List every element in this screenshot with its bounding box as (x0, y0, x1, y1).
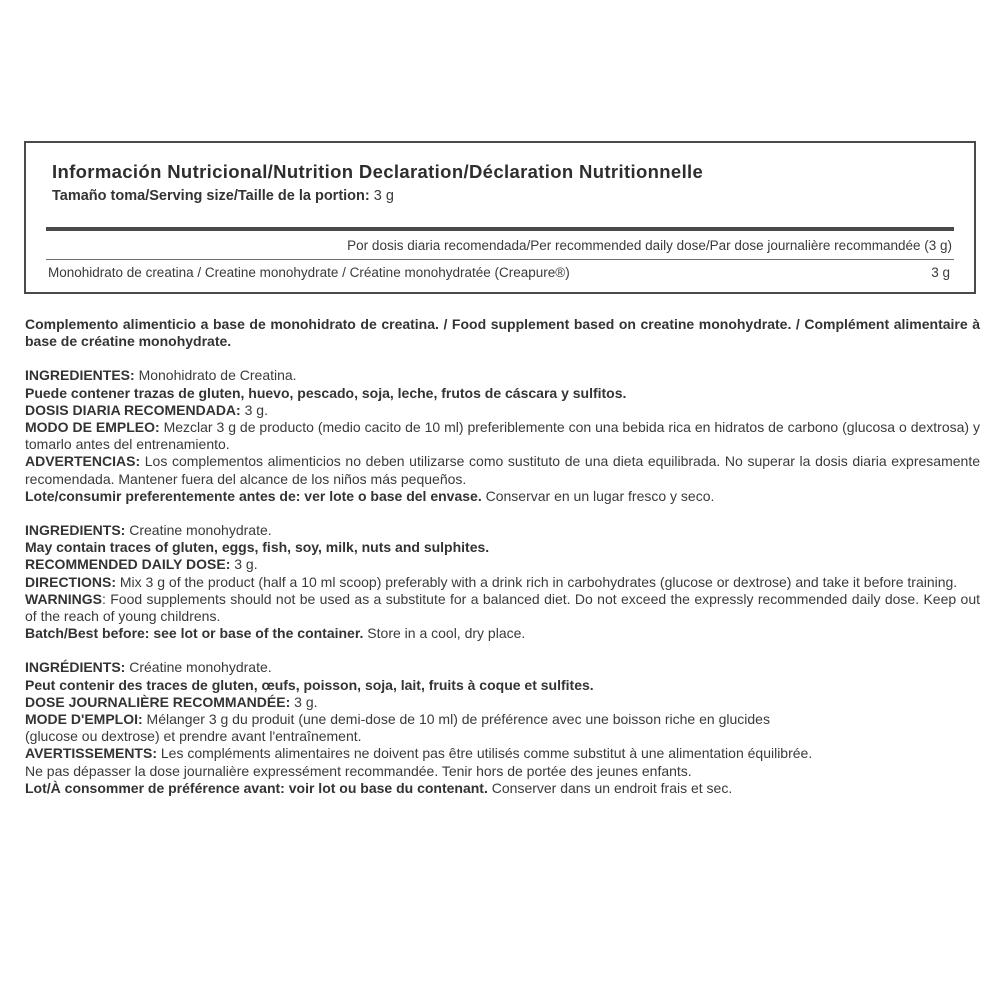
fr-traces: Peut contenir des traces de gluten, œufs, poisson, soja, lait, fruits à coque et sulfites. (25, 676, 594, 693)
es-dose-text: 3 g. (240, 401, 268, 418)
serving-size-label: Tamaño toma/Serving size/Taille de la portion: (52, 188, 370, 204)
en-dose-label: RECOMMENDED DAILY DOSE: (25, 556, 231, 573)
es-usage-label: MODO DE EMPLEO: (25, 419, 160, 436)
en-warnings-text: : Food supplements should not be used as a substitute for a balanced diet. Do not exceed the expressly recommended daily dose. Keep out of the reach of young childrens. (25, 590, 980, 625)
nutrition-title: Información Nutricional/Nutrition Declaration/Déclaration Nutritionnelle (52, 161, 704, 182)
fr-warnings-label: AVERTISSEMENTS: (25, 745, 157, 762)
table-row (48, 265, 950, 280)
es-dose-label: DOSIS DIARIA RECOMENDADA: (25, 401, 241, 418)
en-usage-label: DIRECTIONS: (25, 573, 116, 590)
en-dose-text: 3 g. (230, 556, 258, 573)
fr-lot-label: Lot/À consommer de préférence avant: voir lot ou base du contenant. (25, 779, 488, 796)
product-description: Complemento alimenticio a base de monohidrato de creatina. / Food supplement based on creatine monohydrate. / Complément alimentaire à base de créatine monohydrate. (25, 316, 980, 350)
fr-usage-line2: (glucose ou dextrose) et prendre avant l'entraînement. (25, 728, 362, 745)
fr-warnings-line2: Ne pas dépasser la dose journalière expressément recommandée. Tenir hors de portée des jeunes enfants. (25, 762, 692, 779)
table-column-header: Por dosis diaria recomendada/Per recommended daily dose/Par dose journalière recommandée (3 g) (347, 238, 952, 253)
en-traces: May contain traces of gluten, eggs, fish, soy, milk, nuts and sulphites. (25, 539, 490, 556)
section-en (25, 522, 980, 642)
en-warnings (25, 591, 980, 625)
es-ingredients (25, 367, 980, 384)
es-traces: Puede contener trazas de gluten, huevo, pescado, soja, leche, frutos de cáscara y sulfitos. (25, 384, 627, 401)
en-ingredients-label: INGREDIENTS: (25, 522, 126, 539)
fr-lot (25, 780, 980, 797)
serving-size-value: 3 g (369, 188, 394, 204)
es-lot-label: Lote/consumir preferentemente antes de: ver lote o base del envase. (25, 487, 482, 504)
en-usage (25, 574, 980, 591)
en-lot (25, 625, 980, 642)
es-lot-text: Conservar en un lugar fresco y seco. (481, 487, 715, 504)
es-ingredients-label: INGREDIENTES: (25, 367, 135, 384)
fr-dose-label: DOSE JOURNALIÈRE RECOMMANDÉE: (25, 693, 291, 710)
table-divider-thin (46, 259, 954, 260)
en-usage-text: Mix 3 g of the product (half a 10 ml scoop) preferably with a drink rich in carbohydrates (glucose or dextrose) and take it before training. (116, 573, 958, 590)
en-lot-label: Batch/Best before: see lot or base of the container. (25, 625, 364, 642)
es-usage (25, 419, 980, 453)
fr-warnings-line1: Les compléments alimentaires ne doivent pas être utilisés comme substitut à une alimentation équilibrée. (156, 745, 813, 762)
en-ingredients-text: Creatine monohydrate. (125, 522, 272, 539)
fr-usage-line1: Mélanger 3 g du produit (une demi-dose de 10 ml) de préférence avec une boisson riche en glucides (142, 711, 770, 728)
nutrition-table (24, 141, 976, 294)
label-text (25, 316, 980, 797)
fr-dose (25, 694, 980, 711)
es-usage-text: Mezclar 3 g de producto (medio cacito de 10 ml) preferiblemente con una bebida rica en hidratos de carbono (glucosa o dextrosa) y tomarlo antes del entrenamiento. (25, 419, 980, 453)
section-es (25, 367, 980, 505)
en-warnings-label: WARNINGS (25, 590, 102, 607)
en-ingredients (25, 522, 980, 539)
fr-dose-text: 3 g. (290, 693, 318, 710)
es-lot (25, 488, 980, 505)
table-divider-thick (46, 227, 954, 231)
es-warnings-label: ADVERTENCIAS: (25, 453, 141, 470)
es-dose (25, 402, 980, 419)
fr-ingredients (25, 659, 980, 676)
fr-usage-label: MODE D'EMPLOI: (25, 711, 143, 728)
es-ingredients-text: Monohidrato de Creatina. (134, 367, 297, 384)
serving-size (52, 188, 394, 204)
en-lot-text: Store in a cool, dry place. (363, 625, 526, 642)
fr-warnings (25, 745, 980, 762)
table-row-value: 3 g (931, 265, 950, 280)
fr-ingredients-text: Créatine monohydrate. (125, 659, 272, 676)
es-warnings-text: Los complementos alimenticios no deben utilizarse como sustituto de una dieta equilibrada. No superar la dosis diaria expresamente recomendada. Mantener fuera del alcance de los niños más pequeños. (25, 453, 980, 487)
section-fr (25, 659, 980, 797)
es-warnings (25, 453, 980, 487)
en-dose (25, 556, 980, 573)
fr-usage (25, 711, 980, 728)
fr-lot-text: Conserver dans un endroit frais et sec. (487, 779, 733, 796)
fr-ingredients-label: INGRÉDIENTS: (25, 659, 126, 676)
table-row-name: Monohidrato de creatina / Creatine monohydrate / Créatine monohydratée (Creapure®) (48, 265, 570, 280)
